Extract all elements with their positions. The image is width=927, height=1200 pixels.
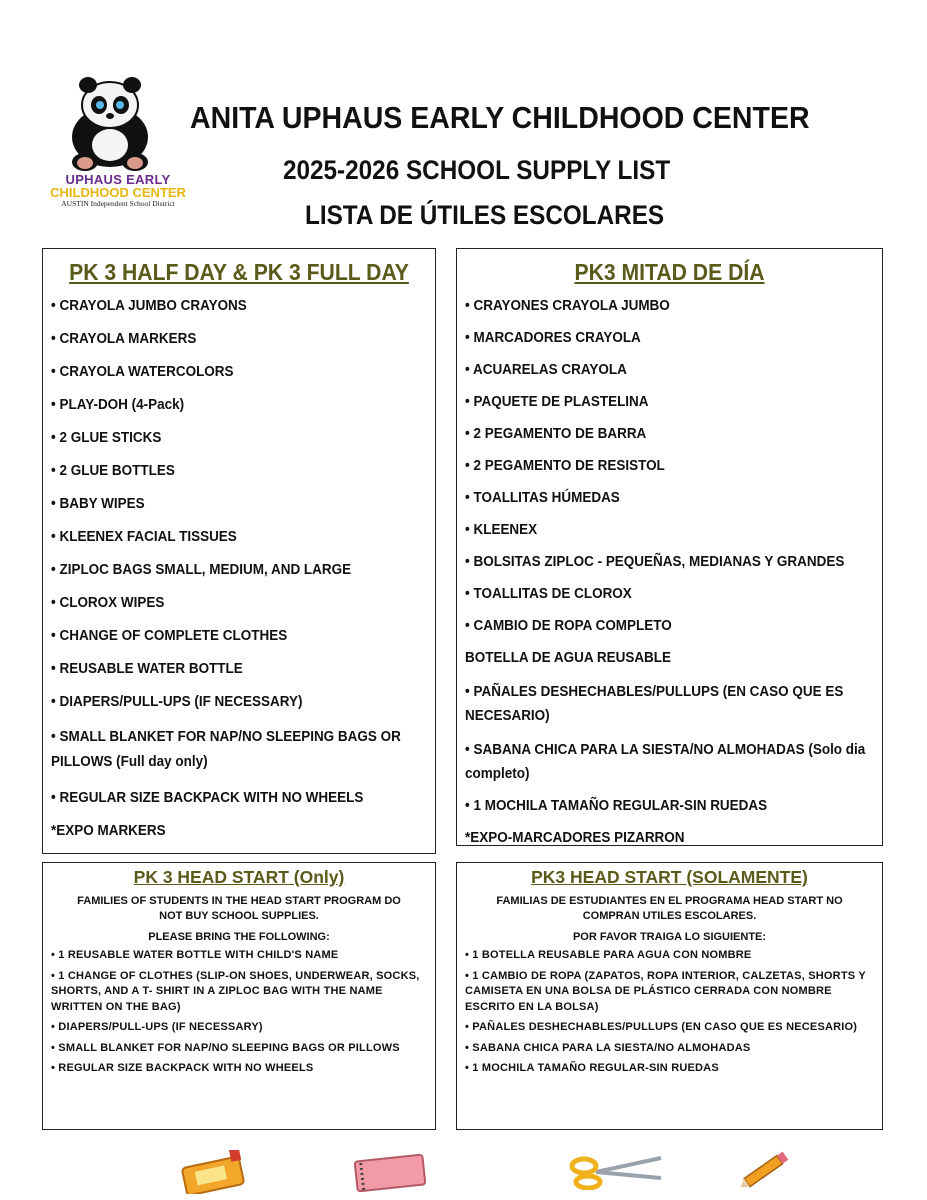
list-item: • TOALLITAS HÚMEDAS	[465, 490, 620, 506]
english-headstart-heading: PK 3 HEAD START (Only)	[133, 867, 345, 887]
logo-line-1: UPHAUS EARLY	[65, 172, 171, 187]
list-item: • PAÑALES DESHECHABLES/PULLUPS (EN CASO QUE ES NECESARIO)	[465, 1021, 858, 1033]
list-item: • TOALLITAS DE CLOROX	[465, 586, 632, 602]
list-item: • SMALL BLANKET FOR NAP/NO SLEEPING BAGS OR PILLOWS	[51, 1041, 400, 1054]
list-item: • PAÑALES DESHECHABLES/PULLUPS (EN CASO QUE ES NECESARIO)	[465, 684, 844, 724]
list-item: • ACUARELAS CRAYOLA	[465, 362, 627, 378]
english-supply-list	[43, 296, 435, 841]
list-item: • 2 PEGAMENTO DE BARRA	[465, 426, 647, 442]
pencil-icon	[735, 1150, 795, 1190]
spanish-headstart-please: POR FAVOR TRAIGA LO SIGUIENTE:	[572, 931, 767, 943]
list-item: • SMALL BLANKET FOR NAP/NO SLEEPING BAGS OR PILLOWS (Full day only)	[51, 729, 401, 770]
list-item: • CRAYOLA JUMBO CRAYONS	[51, 298, 247, 314]
english-headstart-box	[42, 862, 436, 1130]
list-item: *EXPO MARKERS	[51, 823, 166, 839]
list-item: • PLAY-DOH (4-Pack)	[51, 397, 185, 413]
spanish-headstart-heading: PK3 HEAD START (SOLAMENTE)	[531, 867, 808, 887]
list-item: • BABY WIPES	[51, 496, 145, 512]
english-headstart-please: PLEASE BRING THE FOLLOWING:	[148, 931, 330, 943]
list-item: • CLOROX WIPES	[51, 595, 165, 611]
list-item: • CAMBIO DE ROPA COMPLETO	[465, 618, 672, 634]
list-item: • SABANA CHICA PARA LA SIESTA/NO ALMOHADAS	[465, 1041, 751, 1054]
list-item: • CHANGE OF COMPLETE CLOTHES	[51, 628, 288, 644]
notebook-icon	[350, 1152, 430, 1192]
english-supply-heading: PK 3 HALF DAY & PK 3 FULL DAY	[69, 259, 409, 285]
list-item: *EXPO-MARCADORES PIZARRON	[465, 830, 685, 846]
list-item: • 2 GLUE BOTTLES	[51, 463, 175, 479]
list-item: • SABANA CHICA PARA LA SIESTA/NO ALMOHADAS (Solo dia completo)	[465, 742, 866, 782]
list-item: • REUSABLE WATER BOTTLE	[51, 661, 243, 677]
list-item: • ZIPLOC BAGS SMALL, MEDIUM, AND LARGE	[51, 562, 352, 578]
list-item: BOTELLA DE AGUA REUSABLE	[465, 650, 672, 666]
list-item: • REGULAR SIZE BACKPACK WITH NO WHEELS	[51, 1062, 314, 1074]
spanish-supply-box	[456, 248, 883, 846]
list-item: • CRAYONES CRAYOLA JUMBO	[465, 298, 670, 314]
list-item: • CRAYOLA WATERCOLORS	[51, 364, 234, 380]
list-item: • KLEENEX	[465, 522, 538, 538]
list-item: • KLEENEX FACIAL TISSUES	[51, 529, 237, 545]
english-headstart-list	[43, 948, 435, 1077]
glue-bottle-icon	[178, 1150, 256, 1194]
list-item: • PAQUETE DE PLASTELINA	[465, 394, 649, 410]
english-supply-box	[42, 248, 436, 854]
list-item: • 1 MOCHILA TAMAÑO REGULAR-SIN RUEDAS	[465, 798, 768, 814]
list-item: • CRAYOLA MARKERS	[51, 331, 197, 347]
list-item: • 2 PEGAMENTO DE RESISTOL	[465, 458, 665, 474]
page-title: ANITA UPHAUS EARLY CHILDHOOD CENTER	[190, 100, 810, 135]
spanish-headstart-list	[457, 948, 882, 1077]
page-subtitle-spanish: LISTA DE ÚTILES ESCOLARES	[305, 200, 665, 230]
list-item: • BOLSITAS ZIPLOC - PEQUEÑAS, MEDIANAS Y GRANDES	[465, 554, 845, 570]
list-item: • REGULAR SIZE BACKPACK WITH NO WHEELS	[51, 790, 364, 806]
spanish-supply-list	[457, 296, 882, 848]
list-item: • 1 CAMBIO DE ROPA (ZAPATOS, ROPA INTERIOR, CALZETAS, SHORTS Y CAMISETA EN UNA BOLSA DE PLÁSTICO CERRADA CON NOMBRE ESCRITO EN LA BOLSA)	[465, 969, 866, 1013]
list-item: • 1 BOTELLA REUSABLE PARA AGUA CON NOMBRE	[465, 949, 752, 961]
logo-line-3: AUSTIN Independent School District	[61, 199, 175, 208]
list-item: • DIAPERS/PULL-UPS (IF NECESSARY)	[51, 694, 303, 710]
logo-line-2: CHILDHOOD CENTER	[50, 185, 186, 200]
list-item: • 1 MOCHILA TAMAÑO REGULAR-SIN RUEDAS	[465, 1062, 719, 1074]
spanish-headstart-intro: FAMILIAS DE ESTUDIANTES EN EL PROGRAMA HEAD START NO COMPRAN UTILES ESCOLARES.	[496, 895, 843, 922]
scissors-icon	[566, 1152, 666, 1190]
list-item: • DIAPERS/PULL-UPS (IF NECESSARY)	[51, 1021, 263, 1033]
spanish-headstart-box	[456, 862, 883, 1130]
english-headstart-intro: FAMILIES OF STUDENTS IN THE HEAD START PROGRAM DO NOT BUY SCHOOL SUPPLIES.	[77, 895, 401, 922]
list-item: • 1 REUSABLE WATER BOTTLE WITH CHILD'S NAME	[51, 949, 339, 961]
list-item: • 1 CHANGE OF CLOTHES (SLIP-ON SHOES, UNDERWEAR, SOCKS, SHORTS, AND A T- SHIRT IN A ZIPLOC BAG WITH THE NAME WRITTEN ON THE BAG)	[51, 969, 420, 1013]
spanish-supply-heading: PK3 MITAD DE DÍA	[574, 259, 765, 285]
list-item: • MARCADORES CRAYOLA	[465, 330, 641, 346]
list-item: • 2 GLUE STICKS	[51, 430, 162, 446]
page-subtitle-year: 2025-2026 SCHOOL SUPPLY LIST	[283, 155, 671, 185]
